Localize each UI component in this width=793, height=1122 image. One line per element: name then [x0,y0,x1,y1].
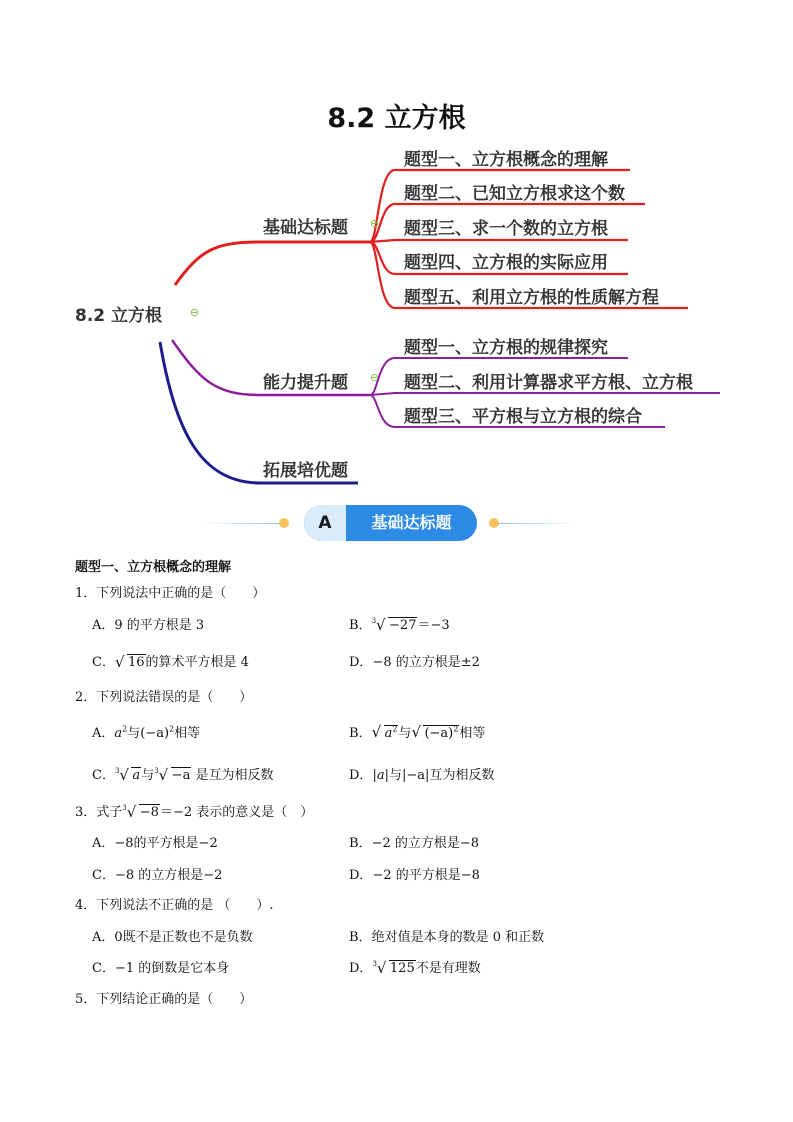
question-text: 下列说法不正确的是 （ ）. [96,898,274,913]
question-text: 下列说法错误的是（ ） [96,690,253,705]
banner-line-right [498,523,578,524]
section-letter: A [304,505,346,541]
q2-option-d[interactable]: D．|a|与|−a|互为相反数 [349,768,495,783]
leaf-basic-1: 题型一、立方根概念的理解 [404,150,608,170]
leaf-advanced-2: 题型二、利用计算器求平方根、立方根 [404,373,693,393]
q4-option-c[interactable]: C．−1 的倒数是它本身 [92,961,230,976]
collapse-toggle-icon[interactable]: ⊖ [369,217,380,230]
question-number: 1． [75,586,97,601]
question-2-stem [75,686,252,705]
q3-option-a[interactable]: A．−8的平方根是−2 [92,836,218,851]
question-1-stem [75,582,265,601]
q2-option-b[interactable]: B． √ $a^2$与 √ $(-a)^2$相等 [349,722,486,741]
q4-option-a[interactable]: A．0既不是正数也不是负数 [92,930,253,945]
section-banner [304,505,477,541]
leaf-basic-5: 题型五、利用立方根的性质解方程 [404,288,659,308]
question-text: 下列说法中正确的是（ ） [96,586,266,601]
question-4-stem [75,894,274,913]
leaf-basic-4: 题型四、立方根的实际应用 [404,253,608,273]
collapse-toggle-icon[interactable]: ⊖ [369,371,380,384]
q4-option-b[interactable]: B．绝对值是本身的数是 0 和正数 [349,930,545,945]
q3-option-d[interactable]: D．−2 的平方根是−8 [349,868,480,883]
question-type-heading: 题型一、立方根概念的理解 [75,560,232,575]
banner-dot-left [279,518,289,528]
q3-option-c[interactable]: C．−8 的立方根是−2 [92,868,223,883]
q3-option-b[interactable]: B．−2 的立方根是−8 [349,836,480,851]
mindmap-root: 8.2 立方根 [75,306,163,326]
q2-option-a[interactable]: A．$a^2$与$(-a)^2$相等 [92,724,201,741]
question-text: 下列结论正确的是（ ） [96,992,253,1007]
mindmap-connectors [0,0,793,500]
leaf-basic-3: 题型三、求一个数的立方根 [404,219,608,239]
q1-option-a[interactable]: A．9 的平方根是 3 [92,618,205,633]
collapse-toggle-icon[interactable]: ⊖ [189,306,200,319]
section-title: 基础达标题 [371,513,452,532]
question-number: 2． [75,690,97,705]
banner-line-left [200,523,280,524]
branch-basic: 基础达标题 [263,218,348,238]
page-title: 8.2 立方根 [327,103,466,134]
branch-advanced: 能力提升题 [263,373,348,393]
question-number: 3． [75,805,97,820]
leaf-advanced-3: 题型三、平方根与立方根的综合 [404,407,642,427]
question-number: 5． [75,992,97,1007]
question-3-stem: 3．式子$^3$ √ −8＝−2 表示的意义是（ ） [75,803,314,821]
question-5-stem [75,988,252,1007]
q1-option-b[interactable]: B．$^3$ √ −27＝−3 [349,616,450,634]
leaf-advanced-1: 题型一、立方根的规律探究 [404,338,608,358]
q1-option-c[interactable]: C． √ 16的算术平方根是 4 [92,653,249,671]
q2-option-c[interactable]: C．$^3$ √ a与$^3$ √ −a 是互为相反数 [92,766,274,784]
q4-option-d[interactable]: D．$^3$ √ 125不是有理数 [349,959,481,977]
q1-option-d[interactable]: D．−8 的立方根是±2 [349,655,480,670]
connector-basic [175,242,370,285]
question-number: 4． [75,898,97,913]
branch-extension: 拓展培优题 [263,461,348,481]
leaf-basic-2: 题型二、已知立方根求这个数 [404,184,625,204]
